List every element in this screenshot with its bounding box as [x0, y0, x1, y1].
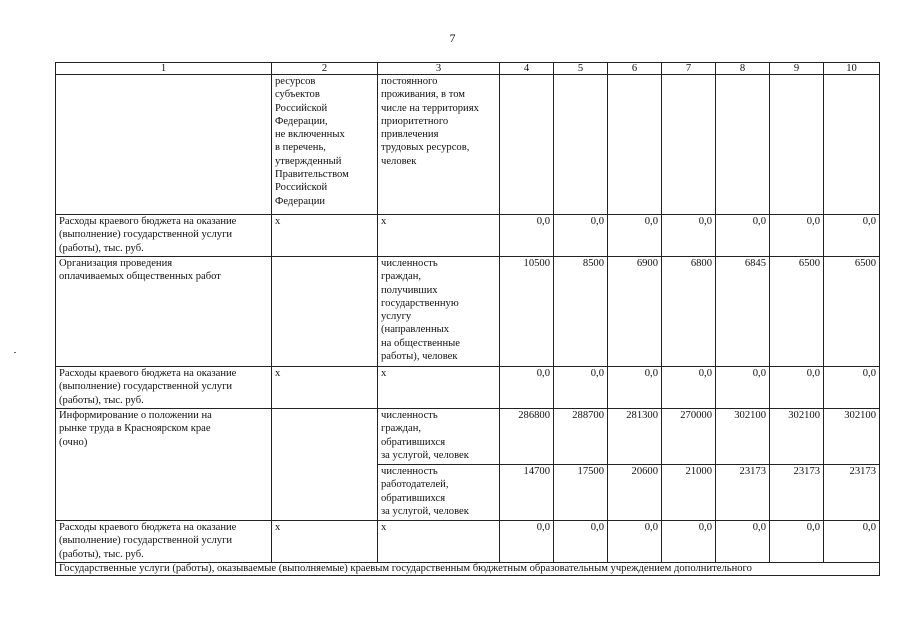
value-cell: 286800 [500, 409, 554, 465]
section-heading-row [56, 563, 880, 576]
value-cell: 0,0 [608, 521, 662, 563]
value-cell: 302100 [716, 409, 770, 465]
value-cell [608, 75, 662, 215]
category-cell: х [272, 521, 378, 563]
column-number: 1 [56, 63, 272, 75]
column-number: 8 [716, 63, 770, 75]
value-cell [770, 75, 824, 215]
indicator-cell: численность граждан, получивших государственную услугу (направленных на общественные работы), человек [378, 257, 500, 367]
value-cell: 0,0 [716, 521, 770, 563]
value-cell: 0,0 [770, 521, 824, 563]
category-cell: ресурсов субъектов Российской Федерации, не включенных в перечень, утвержденный Правительством Российской Федерации [272, 75, 378, 215]
value-cell: 0,0 [824, 367, 880, 409]
table-row [56, 409, 880, 465]
service-name-cell: Расходы краевого бюджета на оказание (выполнение) государственной услуги (работы), тыс. руб. [56, 215, 272, 257]
value-cell: 21000 [662, 465, 716, 521]
value-cell: 0,0 [662, 521, 716, 563]
value-cell: 23173 [716, 465, 770, 521]
category-cell [272, 409, 378, 521]
category-cell [272, 257, 378, 367]
value-cell: 0,0 [500, 367, 554, 409]
service-name-cell: Расходы краевого бюджета на оказание (выполнение) государственной услуги (работы), тыс. руб. [56, 367, 272, 409]
value-cell: 6900 [608, 257, 662, 367]
value-cell: 0,0 [554, 521, 608, 563]
value-cell: 23173 [824, 465, 880, 521]
category-cell: х [272, 215, 378, 257]
service-name-cell [56, 75, 272, 215]
value-cell [716, 75, 770, 215]
value-cell [500, 75, 554, 215]
value-cell: 0,0 [608, 215, 662, 257]
indicator-cell: х [378, 215, 500, 257]
value-cell: 6500 [824, 257, 880, 367]
value-cell: 0,0 [716, 367, 770, 409]
table-row [56, 215, 880, 257]
value-cell: 23173 [770, 465, 824, 521]
value-cell: 0,0 [824, 521, 880, 563]
column-number: 9 [770, 63, 824, 75]
service-name-cell: Расходы краевого бюджета на оказание (выполнение) государственной услуги (работы), тыс. руб. [56, 521, 272, 563]
column-number: 10 [824, 63, 880, 75]
table-row [56, 367, 880, 409]
indicator-cell: численность граждан, обратившихся за услугой, человек [378, 409, 500, 465]
page-number: 7 [449, 31, 456, 45]
value-cell: 302100 [824, 409, 880, 465]
indicator-cell: численность работодателей, обратившихся за услугой, человек [378, 465, 500, 521]
table-row [56, 257, 880, 367]
value-cell: 14700 [500, 465, 554, 521]
column-number: 7 [662, 63, 716, 75]
value-cell: 288700 [554, 409, 608, 465]
column-number: 6 [608, 63, 662, 75]
value-cell: 0,0 [608, 367, 662, 409]
scan-speck [14, 352, 16, 353]
value-cell [824, 75, 880, 215]
value-cell: 17500 [554, 465, 608, 521]
column-number-row [56, 63, 880, 75]
table-row [56, 75, 880, 215]
value-cell: 6500 [770, 257, 824, 367]
indicator-cell: постоянного проживания, в том числе на территориях приоритетного привлечения трудовых ресурсов, человек [378, 75, 500, 215]
value-cell: 0,0 [716, 215, 770, 257]
value-cell: 0,0 [662, 367, 716, 409]
service-name-cell: Информирование о положении на рынке труда в Красноярском крае (очно) [56, 409, 272, 521]
column-number: 5 [554, 63, 608, 75]
value-cell: 270000 [662, 409, 716, 465]
value-cell [554, 75, 608, 215]
value-cell: 0,0 [770, 215, 824, 257]
value-cell: 6845 [716, 257, 770, 367]
table-row [56, 521, 880, 563]
value-cell: 0,0 [554, 215, 608, 257]
column-number: 3 [378, 63, 500, 75]
value-cell: 281300 [608, 409, 662, 465]
column-number: 4 [500, 63, 554, 75]
value-cell: 0,0 [500, 215, 554, 257]
indicator-cell: х [378, 521, 500, 563]
value-cell: 0,0 [662, 215, 716, 257]
value-cell [662, 75, 716, 215]
value-cell: 302100 [770, 409, 824, 465]
value-cell: 10500 [500, 257, 554, 367]
services-table [55, 62, 880, 576]
value-cell: 0,0 [824, 215, 880, 257]
category-cell: х [272, 367, 378, 409]
indicator-cell: х [378, 367, 500, 409]
column-number: 2 [272, 63, 378, 75]
value-cell: 8500 [554, 257, 608, 367]
value-cell: 20600 [608, 465, 662, 521]
service-name-cell: Организация проведения оплачиваемых общественных работ [56, 257, 272, 367]
value-cell: 0,0 [500, 521, 554, 563]
value-cell: 0,0 [770, 367, 824, 409]
section-heading: Государственные услуги (работы), оказываемые (выполняемые) краевым государственным бюджетным образовательным учреждением дополнительного [56, 563, 880, 576]
value-cell: 0,0 [554, 367, 608, 409]
value-cell: 6800 [662, 257, 716, 367]
